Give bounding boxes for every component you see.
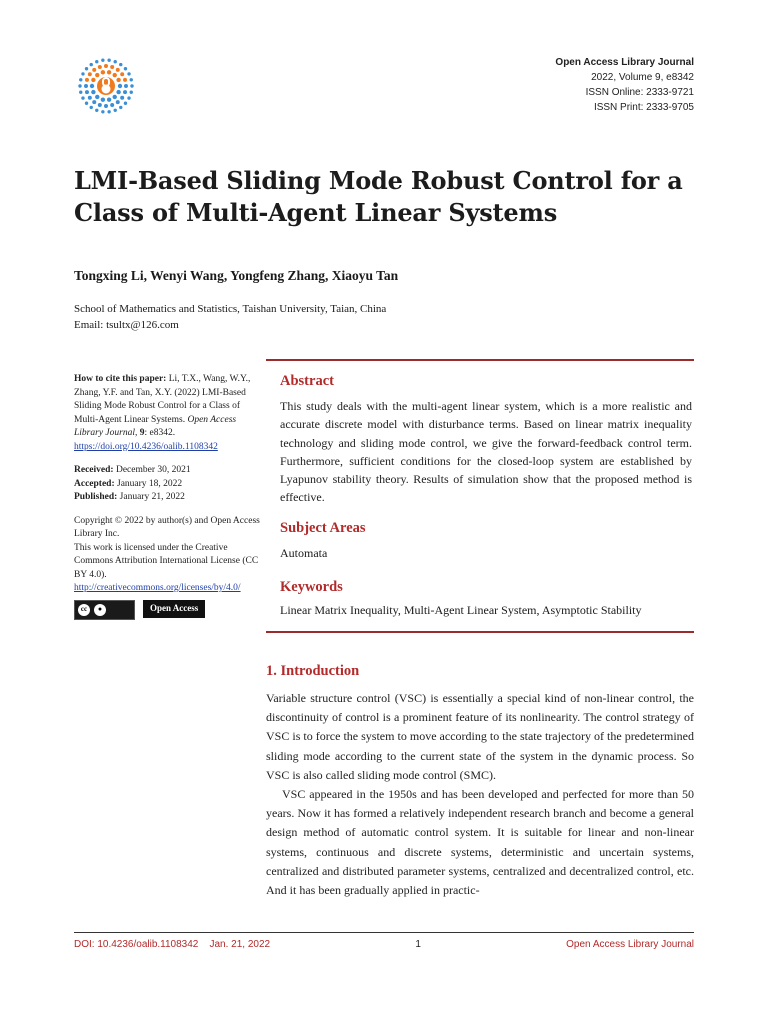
issn-print: ISSN Print: 2333-9705 <box>593 102 694 113</box>
logo-dot <box>101 58 104 61</box>
license-block <box>74 515 264 620</box>
introduction-heading: 1. Introduction <box>266 663 360 679</box>
logo-dot <box>88 96 92 100</box>
cc-by-badge-icon[interactable] <box>74 600 135 620</box>
logo-dot <box>90 84 94 88</box>
affiliation-block <box>74 301 386 333</box>
journal-info <box>555 55 694 115</box>
logo-dot <box>119 106 122 109</box>
logo-dot <box>91 78 95 82</box>
logo-dot <box>130 91 133 94</box>
paper-title: LMI-Based Sliding Mode Robust Control for a Class of Multi-Agent Linear Systems <box>74 166 683 227</box>
journal-issue: 2022, Volume 9, e8342 <box>591 72 694 83</box>
intro-paragraph-1: Variable structure control (VSC) is essentially a special kind of non-linear control, the discontinuity of control is a prominent feature of its nonlinearity. The control strategy of VSC is to force the system to move according to the state trajectory of the predetermined sliding mode according to the current state of the system in the dynamic process. So VSC is also called sliding mode control (SMC). <box>266 691 694 782</box>
cite-label: How to cite this paper: <box>74 374 167 384</box>
logo-dot <box>130 78 133 81</box>
logo-dot <box>114 109 117 112</box>
logo-dot <box>107 58 110 61</box>
license-text: This work is licensed under the Creative Commons Attribution International License (CC BY 4.0). <box>74 542 259 580</box>
logo-dot <box>91 90 95 94</box>
logo-dot <box>116 68 120 72</box>
author-email: Email: tsultx@126.com <box>74 319 179 331</box>
logo-dot <box>120 96 124 100</box>
logo-dot <box>123 90 127 94</box>
logo-dot <box>101 70 105 74</box>
logo-dot <box>81 72 84 75</box>
subject-areas-heading: Subject Areas <box>280 520 366 536</box>
logo-dot <box>90 63 93 66</box>
logo-dot <box>124 102 127 105</box>
logo-dot <box>98 103 102 107</box>
intro-paragraph-2: VSC appeared in the 1950s and has been developed and perfected for more than 50 years. Now it has formed a relatively independent research branch and become a general design method of automatic control system. It is suitable for linear and non-linear systems, continuous and discrete systems, deterministic and uncertain systems, centralized and distributed parameter systems, centralized and decentralized control, etc. And it has been gradually applied in practic- <box>266 787 694 898</box>
page-number: 1 <box>415 939 421 950</box>
how-to-cite: How to cite this paper: Li, T.X., Wang, W.Y., Zhang, Y.F. and Tan, X.Y. (2022) LMI-Based Sliding Mode Robust Control for a Class of Multi-Agent Linear Systems. Open Access Library Journal, 9: e8342. https://doi.org/10.4236/oalib.1108342 <box>74 374 251 452</box>
logo-dot <box>107 70 111 74</box>
published-label: Published: <box>74 492 118 502</box>
logo-dot <box>85 90 89 94</box>
logo-dot <box>78 84 81 87</box>
cite-page: e8342. <box>149 428 176 438</box>
logo-dot <box>113 73 117 77</box>
logo-dot <box>110 103 114 107</box>
logo-dot <box>127 72 130 75</box>
logo-dot <box>98 65 102 69</box>
logo-dot <box>85 78 89 82</box>
issn-online: ISSN Online: 2333-9721 <box>585 87 694 98</box>
logo-dot <box>85 102 88 105</box>
abstract-heading: Abstract <box>280 373 334 389</box>
logo-dot <box>95 109 98 112</box>
introduction-body <box>266 689 694 900</box>
logo-dot <box>85 67 88 70</box>
logo-dot <box>101 97 105 101</box>
logo-dot <box>90 106 93 109</box>
accepted-label: Accepted: <box>74 478 115 489</box>
logo-dot <box>130 84 133 87</box>
cite-text: Li, T.X., Wang, W.Y., Zhang, Y.F. and Tan, X.Y. (2022) LMI-Based Sliding Mode Robust Control for a Class of Multi-Agent Linear Systems. <box>74 374 251 425</box>
received-date: December 30, 2021 <box>115 465 191 475</box>
logo-dot <box>113 95 117 99</box>
logo-dot <box>104 104 108 108</box>
cite-volume: 9 <box>139 428 145 438</box>
by-person-icon: ● <box>94 604 106 616</box>
logo-dot <box>79 78 82 81</box>
logo-dot <box>118 84 122 88</box>
logo-dot <box>119 63 122 66</box>
logo-dot <box>107 97 111 101</box>
page-footer <box>74 939 694 950</box>
logo-dot <box>110 65 114 69</box>
affiliation: School of Mathematics and Statistics, Taishan University, Taian, China <box>74 303 387 315</box>
author-list: Tongxing Li, Wenyi Wang, Yongfeng Zhang, Xiaoyu Tan <box>74 268 399 283</box>
cite-doi-link[interactable]: https://doi.org/10.4236/oalib.1108342 <box>74 441 218 452</box>
journal-logo-icon <box>76 56 136 116</box>
logo-dot <box>81 96 84 99</box>
keywords-text: Linear Matrix Inequality, Multi-Agent Linear System, Asymptotic Stability <box>280 603 642 617</box>
copyright-text: Copyright © 2022 by author(s) and Open Access Library Inc. <box>74 515 260 539</box>
accepted-date: January 18, 2022 <box>117 478 183 489</box>
section-divider-top <box>266 359 694 361</box>
citation-sidebar <box>74 373 264 630</box>
footer-divider <box>74 932 694 933</box>
logo-dot <box>88 72 92 76</box>
footer-journal: Open Access Library Journal <box>566 939 694 950</box>
footer-date: Jan. 21, 2022 <box>209 939 271 950</box>
cc-icon: cc <box>78 604 90 616</box>
logo-dot <box>127 96 130 99</box>
logo-dot <box>95 73 99 77</box>
logo-dot <box>124 84 128 88</box>
logo-dot <box>120 72 124 76</box>
journal-name: Open Access Library Journal <box>555 57 694 68</box>
logo-dot <box>107 110 110 113</box>
footer-doi[interactable]: DOI: 10.4236/oalib.1108342 <box>74 939 199 950</box>
logo-dot <box>84 84 88 88</box>
published-date: January 21, 2022 <box>119 492 185 502</box>
license-link[interactable]: http://creativecommons.org/licenses/by/4.0/ <box>74 583 241 593</box>
logo-dot <box>123 78 127 82</box>
logo-dot <box>101 110 104 113</box>
received-label: Received: <box>74 465 114 475</box>
logo-dot <box>92 68 96 72</box>
logo-dot <box>95 95 99 99</box>
cite-journal: Open Access Library Journal <box>74 414 237 438</box>
logo-dot <box>104 64 108 68</box>
logo-dot <box>116 100 120 104</box>
logo-dot <box>92 100 96 104</box>
abstract-body: This study deals with the multi-agent linear system, which is a more realistic and accurate discrete model with disturbance terms. Based on linear matrix inequality technology and sliding mode control, we give the forward-feedback control term. Furthermore, sufficient conditions for the closed-loop system are established by Lyapunov stability theory. Results of simulation show that the proposed method is effective. <box>280 399 692 505</box>
logo-dot <box>79 91 82 94</box>
logo-dot <box>124 67 127 70</box>
section-divider-bottom <box>266 631 694 633</box>
open-access-badge: Open Access <box>143 600 205 618</box>
logo-dot <box>114 60 117 63</box>
logo-dot <box>116 90 120 94</box>
logo-dot <box>95 60 98 63</box>
keywords-heading: Keywords <box>280 579 343 595</box>
subject-areas-text: Automata <box>280 546 328 560</box>
dates-block <box>74 464 264 505</box>
logo-dot <box>116 78 120 82</box>
